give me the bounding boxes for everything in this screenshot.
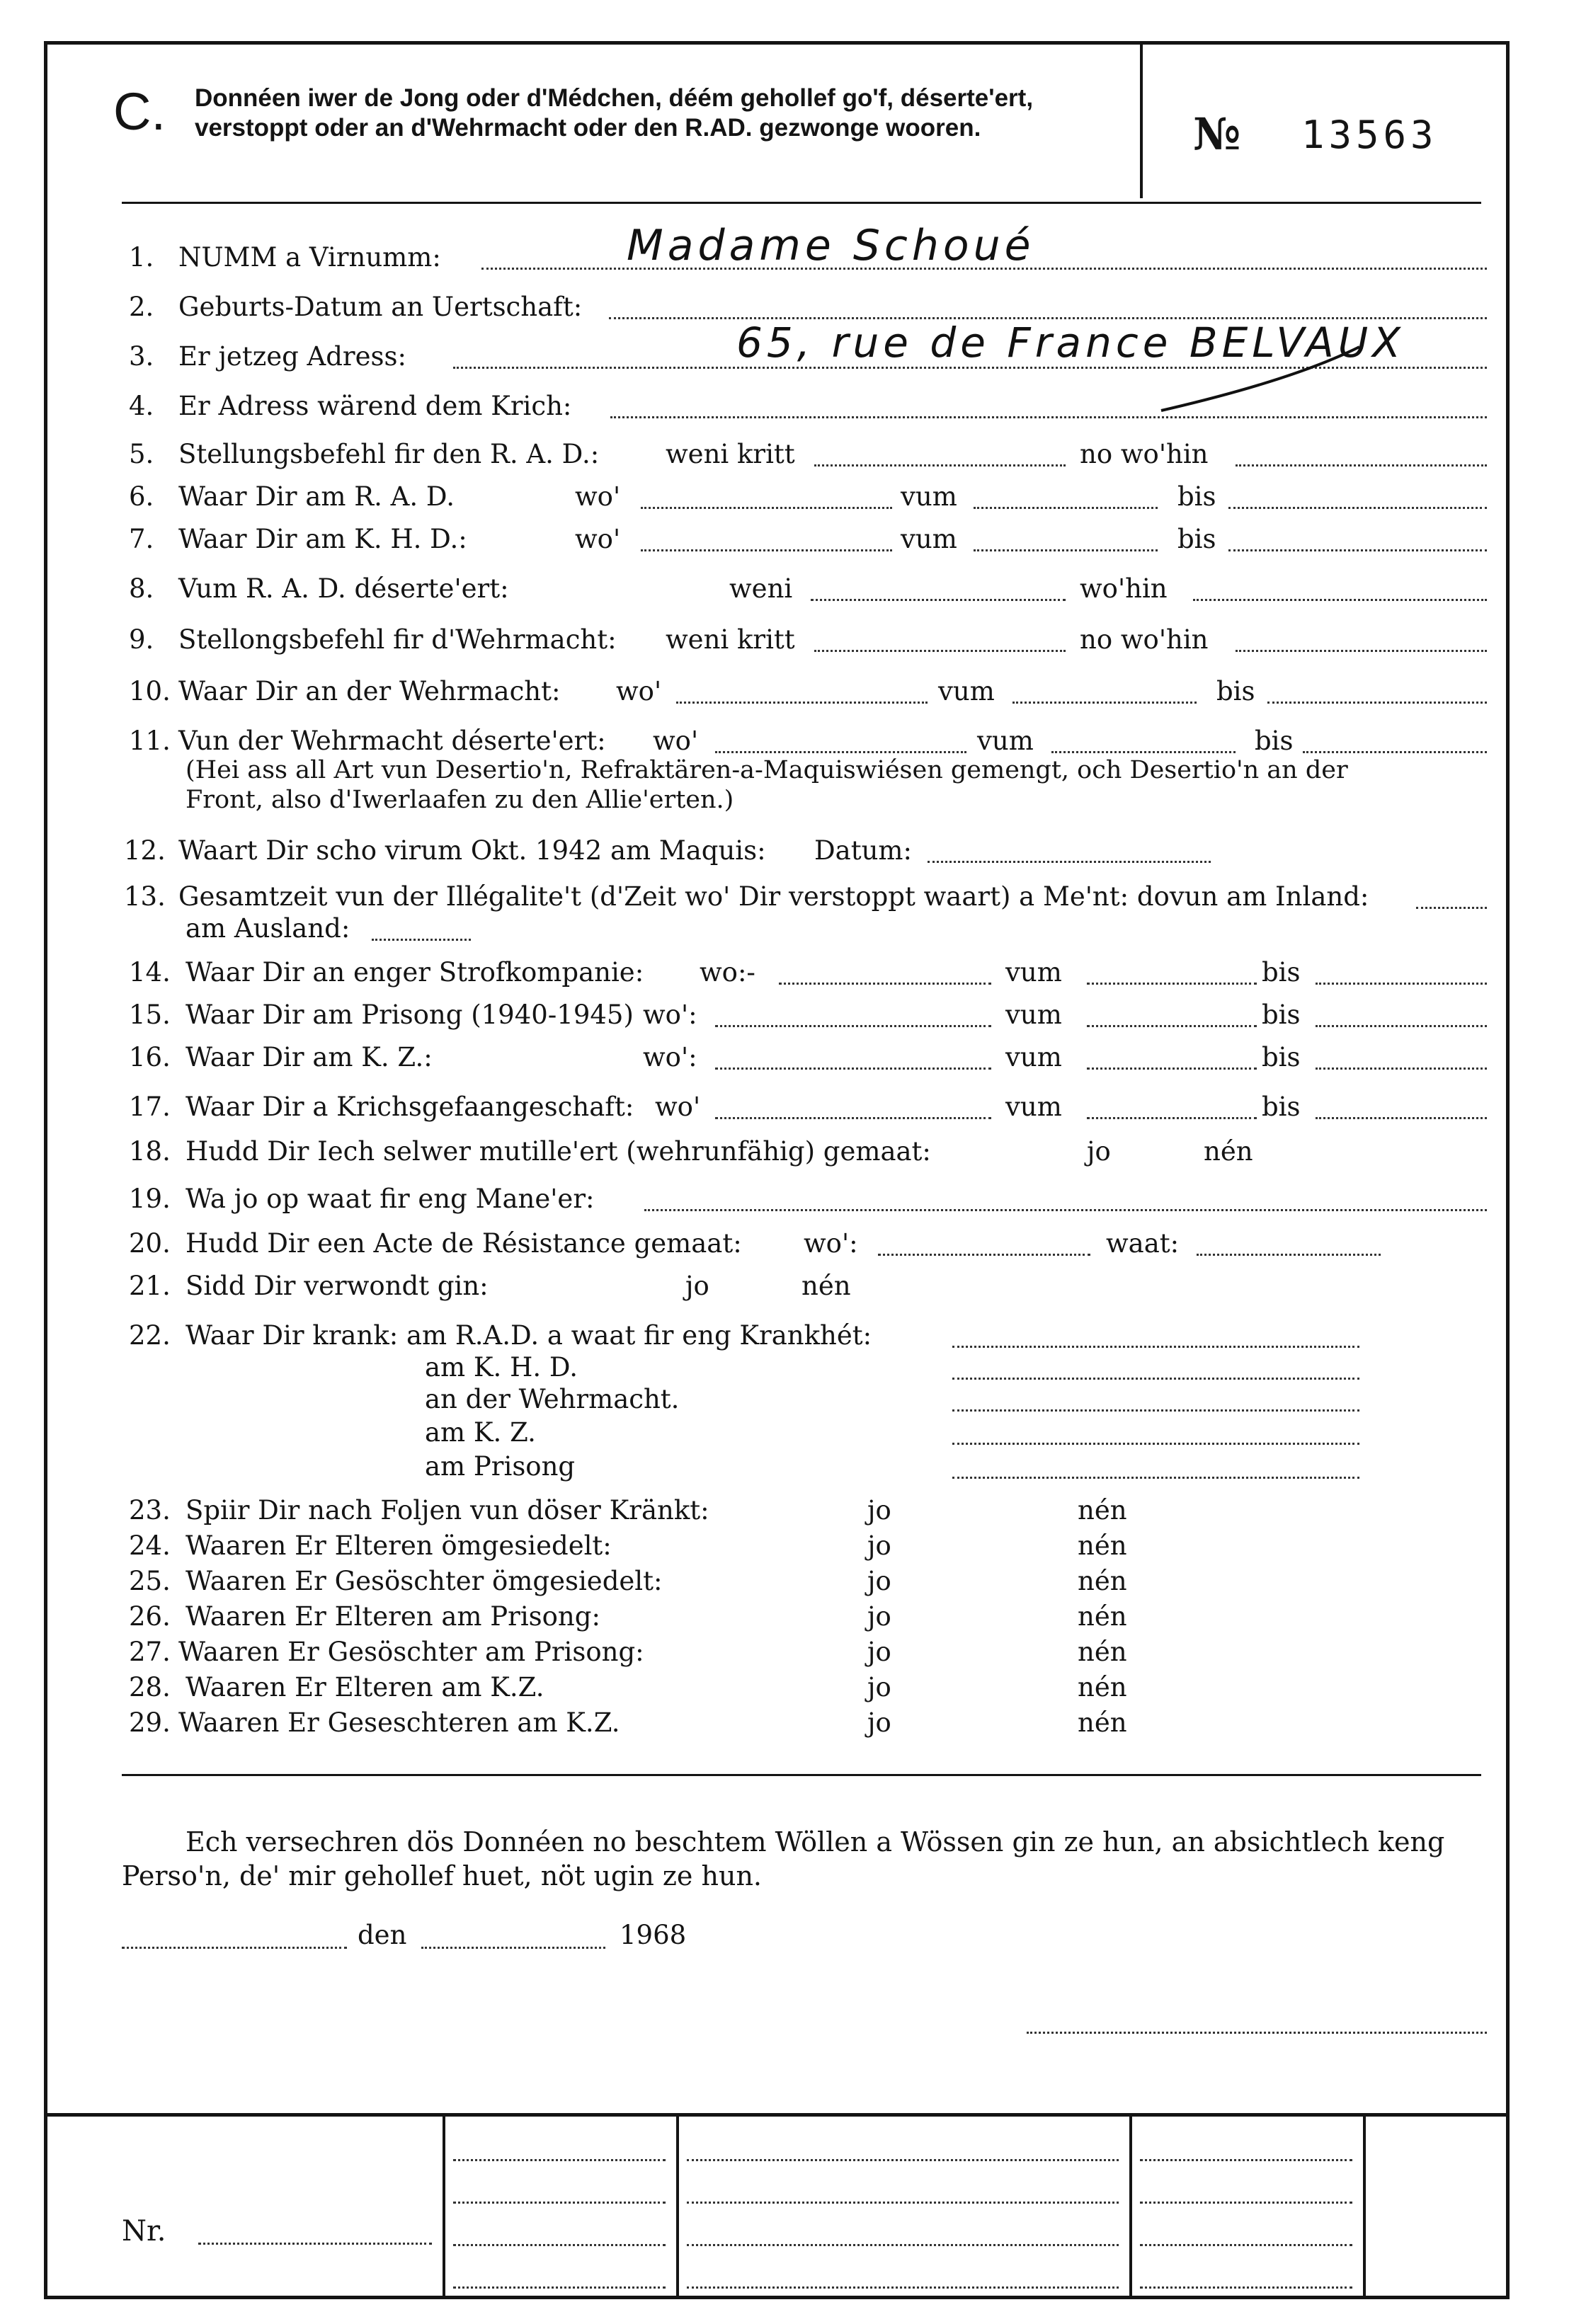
maquis-label: Waart Dir scho virum Okt. 1942 am Maquis: [178,835,766,866]
siblings-kz-label: Waaren Er Geseschteren am K.Z. [178,1707,620,1738]
no-option: nén [1078,1566,1127,1596]
no-option: nén [1204,1136,1253,1167]
signature-field-line [1027,2032,1487,2034]
line-number: 16. [129,1042,171,1072]
footer-divider [443,2115,445,2297]
field-line [1316,1025,1487,1027]
field-line [952,1346,1359,1348]
footer-cell-line [1140,2286,1352,2289]
until-label: bis [1262,1092,1301,1122]
section-letter: C. [113,82,166,141]
footer-top-rule [44,2113,1510,2117]
where-label: wo': [643,1042,697,1072]
rad-label: Waar Dir am R. A. D. [178,481,455,512]
field-line [1316,1067,1487,1070]
wehrmacht-desert-label: Vun der Wehrmacht déserte'ert: [178,726,606,756]
line-number: 9. [129,624,154,655]
yes-option: jo [867,1566,891,1596]
where-label: wo': [643,1000,697,1030]
pow-label: Waar Dir a Krichsgefaangeschaft: [186,1092,634,1122]
line-number: 28. [129,1672,171,1702]
field-line [952,1378,1359,1380]
footer-cell-line [453,2159,666,2161]
no-option: nén [1078,1495,1127,1526]
field-line [974,507,1158,509]
siblings-prison-label: Waaren Er Gesöschter am Prisong: [178,1637,644,1667]
field-line [1051,751,1236,753]
frame-left [44,41,47,2299]
date-label: Datum: [814,835,912,866]
handwritten-stroke [1147,340,1374,418]
line-number: 2. [129,292,154,322]
yes-option: jo [867,1637,891,1667]
header-bottom-rule [122,202,1481,204]
where-label: wo' [616,676,662,706]
frame-right [1506,41,1510,2299]
field-line [715,1067,991,1070]
until-label: bis [1177,481,1216,512]
from-label: vum [901,481,957,512]
footer-cell-line [687,2159,1119,2161]
sick-sub-label: am K. Z. [425,1417,536,1448]
no-option: nén [1078,1601,1127,1632]
what-label: waat: [1106,1228,1180,1259]
where-label: wo' [655,1092,701,1122]
number-symbol: № [1193,108,1241,160]
line-number: 6. [129,481,154,512]
footer-cell-line [687,2202,1119,2204]
field-line [644,1209,1487,1211]
no-option: nén [1078,1707,1127,1738]
field-line [676,702,928,704]
no-option: nén [801,1271,851,1301]
sick-sub-label: am K. H. D. [425,1352,578,1383]
field-line [715,1025,991,1027]
line-number: 4. [129,391,154,421]
field-line [1228,549,1487,551]
line-number: 10. [129,676,171,706]
birth-label: Geburts-Datum an Uertschaft: [178,292,583,322]
field-line [952,1477,1359,1479]
desertion-note: (Hei ass all Art vun Desertio'n, Refraktären-a-Maquiswiésen gemengt, och Desertio'n an der [186,756,1348,784]
footer-cell-line [687,2286,1119,2289]
field-line [1316,1117,1487,1119]
line-number: 13. [124,881,166,912]
address-label: Er jetzeg Adress: [178,341,406,372]
field-line [814,464,1066,466]
footer-cell-line [1140,2202,1352,2204]
siblings-resettled-label: Waaren Er Gesöschter ömgesiedelt: [186,1566,663,1596]
frame-top [44,41,1510,45]
line-number: 14. [129,957,171,988]
footer-cell-line [453,2286,666,2289]
field-line [974,549,1158,551]
from-label: vum [938,676,995,706]
name-handwritten-value: Madame Schoué [627,221,1035,270]
line-number: 5. [129,439,154,469]
declaration-line-2: Perso'n, de' mir gehollef huet, nöt ugin ze hun. [122,1860,763,1891]
field-line [928,861,1211,863]
where-label: wo' [575,524,621,554]
where-label: wo' [653,726,699,756]
line-number: 27. [129,1637,171,1667]
until-label: bis [1262,1042,1301,1072]
field-line [1087,1117,1257,1119]
self-mutilation-label: Hudd Dir Iech selwer mutille'ert (wehrunfähig) gemaat: [186,1136,931,1167]
field-line [715,1117,991,1119]
line-number: 3. [129,341,154,372]
sick-label: Waar Dir krank: am R.A.D. a waat fir eng Krankhét: [186,1320,872,1351]
until-label: bis [1177,524,1216,554]
address-handwritten-value: 65, rue de France BELVAUX [736,319,1405,367]
year-label: 1968 [620,1920,687,1950]
date-den-label: den [358,1920,407,1950]
wehrmacht-label: Waar Dir an der Wehrmacht: [178,676,561,706]
name-label: NUMM a Virnumm: [178,242,441,273]
yes-option: jo [685,1271,709,1301]
parents-prison-label: Waaren Er Elteren am Prisong: [186,1601,600,1632]
line-number: 19. [129,1184,171,1214]
field-line [1087,1025,1257,1027]
wehrmacht-order-label: Stellongsbefehl fir d'Wehrmacht: [178,624,617,655]
field-line [641,549,892,551]
nr-label: Nr. [122,2215,166,2248]
when-received-label: weni kritt [666,439,795,469]
field-line [952,1443,1359,1445]
field-line [1267,702,1487,704]
from-label: vum [901,524,957,554]
penal-company-label: Waar Dir an enger Strofkompanie: [186,957,644,988]
footer-cell-line [687,2244,1119,2246]
yes-option: jo [867,1707,891,1738]
line-number: 11. [129,726,171,756]
section-rule [122,1774,1481,1776]
war-address-field-line [610,416,1487,418]
date-field-line [421,1947,605,1949]
yes-option: jo [867,1495,891,1526]
sick-sub-label: an der Wehrmacht. [425,1384,680,1414]
yes-option: jo [867,1601,891,1632]
line-number: 17. [129,1092,171,1122]
line-number: 26. [129,1601,171,1632]
from-label: vum [1005,1092,1062,1122]
where-label: wo': [804,1228,858,1259]
line-number: 23. [129,1495,171,1526]
until-label: bis [1262,1000,1301,1030]
yes-option: jo [867,1530,891,1561]
parents-resettled-label: Waaren Er Elteren ömgesiedelt: [186,1530,612,1561]
field-line [1197,1254,1381,1256]
field-line [1316,983,1487,985]
yes-option: jo [1087,1136,1111,1167]
no-option: nén [1078,1672,1127,1702]
declaration-line-1: Ech versechren dös Donnéen no beschtem Wöllen a Wössen gin ze hun, an absichtlech keng [186,1826,1445,1858]
no-option: nén [1078,1530,1127,1561]
until-label: bis [1216,676,1255,706]
field-line [1416,907,1487,909]
parents-kz-label: Waaren Er Elteren am K.Z. [186,1672,544,1702]
abroad-label: am Ausland: [186,913,350,944]
field-line [811,599,1066,601]
rad-order-label: Stellungsbefehl fir den R. A. D.: [178,439,600,469]
yes-option: jo [867,1672,891,1702]
no-option: nén [1078,1637,1127,1667]
when-received-label: weni kritt [666,624,795,655]
field-line [1087,1067,1257,1070]
line-number: 29. [129,1707,171,1738]
line-number: 1. [129,242,154,273]
line-number: 7. [129,524,154,554]
line-number: 24. [129,1530,171,1561]
where-to-label: no wo'hin [1080,439,1209,469]
line-number: 21. [129,1271,171,1301]
field-line [1303,751,1487,753]
footer-cell-line [1140,2159,1352,2161]
header-divider [1140,44,1143,198]
where-to-label: wo'hin [1080,573,1168,604]
field-line [814,650,1066,652]
sequelae-label: Spiir Dir nach Foljen vun döser Kränkt: [186,1495,709,1526]
until-label: bis [1262,957,1301,988]
where-label: wo' [575,481,621,512]
sick-sub-label: am Prisong [425,1451,576,1482]
prison-label: Waar Dir am Prisong (1940-1945) [186,1000,634,1030]
field-line [715,751,966,753]
field-line [1087,983,1257,985]
field-line [1236,464,1487,466]
line-number: 25. [129,1566,171,1596]
from-label: vum [1005,1000,1062,1030]
field-line [878,1254,1090,1256]
khd-label: Waar Dir am K. H. D.: [178,524,467,554]
when-label: weni [729,573,793,604]
from-label: vum [1005,1042,1062,1072]
line-number: 20. [129,1228,171,1259]
footer-cell-line [1140,2244,1352,2246]
field-line [952,1409,1359,1412]
rad-desert-label: Vum R. A. D. déserte'ert: [178,573,509,604]
nr-field-line [198,2243,432,2245]
manner-label: Wa jo op waat fir eng Mane'er: [186,1184,595,1214]
field-line [1228,507,1487,509]
until-label: bis [1255,726,1294,756]
footer-divider [676,2115,679,2297]
from-label: vum [1005,957,1062,988]
footer-divider [1363,2115,1366,2297]
frame-bottom [44,2296,1510,2299]
line-number: 8. [129,573,154,604]
field-line [1193,599,1487,601]
field-line [1012,702,1197,704]
line-number: 15. [129,1000,171,1030]
field-line [372,939,471,941]
place-field-line [122,1947,347,1949]
field-line [779,983,991,985]
field-line [1236,650,1487,652]
line-number: 18. [129,1136,171,1167]
war-address-label: Er Adress wärend dem Krich: [178,391,572,421]
line-number: 22. [129,1320,171,1351]
line-number: 12. [124,835,166,866]
illegality-label: Gesamtzeit vun der Illégalite't (d'Zeit wo' Dir verstoppt waart) a Me'nt: dovun am Inland: [178,881,1369,912]
wounded-label: Sidd Dir verwondt gin: [186,1271,489,1301]
form-title: Donnéen iwer de Jong oder d'Médchen, déém gehollef go'f, déserte'ert, verstoppt oder an d'Wehrmacht oder den R.AD. gezwonge wooren. [195,84,1034,142]
resistance-label: Hudd Dir een Acte de Résistance gemaat: [186,1228,742,1259]
form-number: 13563 [1301,113,1438,157]
from-label: vum [977,726,1034,756]
footer-cell-line [453,2202,666,2204]
desertion-note: Front, also d'Iwerlaafen zu den Allie'erten.) [186,786,734,814]
where-label: wo:- [700,957,755,988]
where-to-label: no wo'hin [1080,624,1209,655]
kz-label: Waar Dir am K. Z.: [186,1042,433,1072]
field-line [641,507,892,509]
footer-divider [1129,2115,1132,2297]
footer-cell-line [453,2244,666,2246]
